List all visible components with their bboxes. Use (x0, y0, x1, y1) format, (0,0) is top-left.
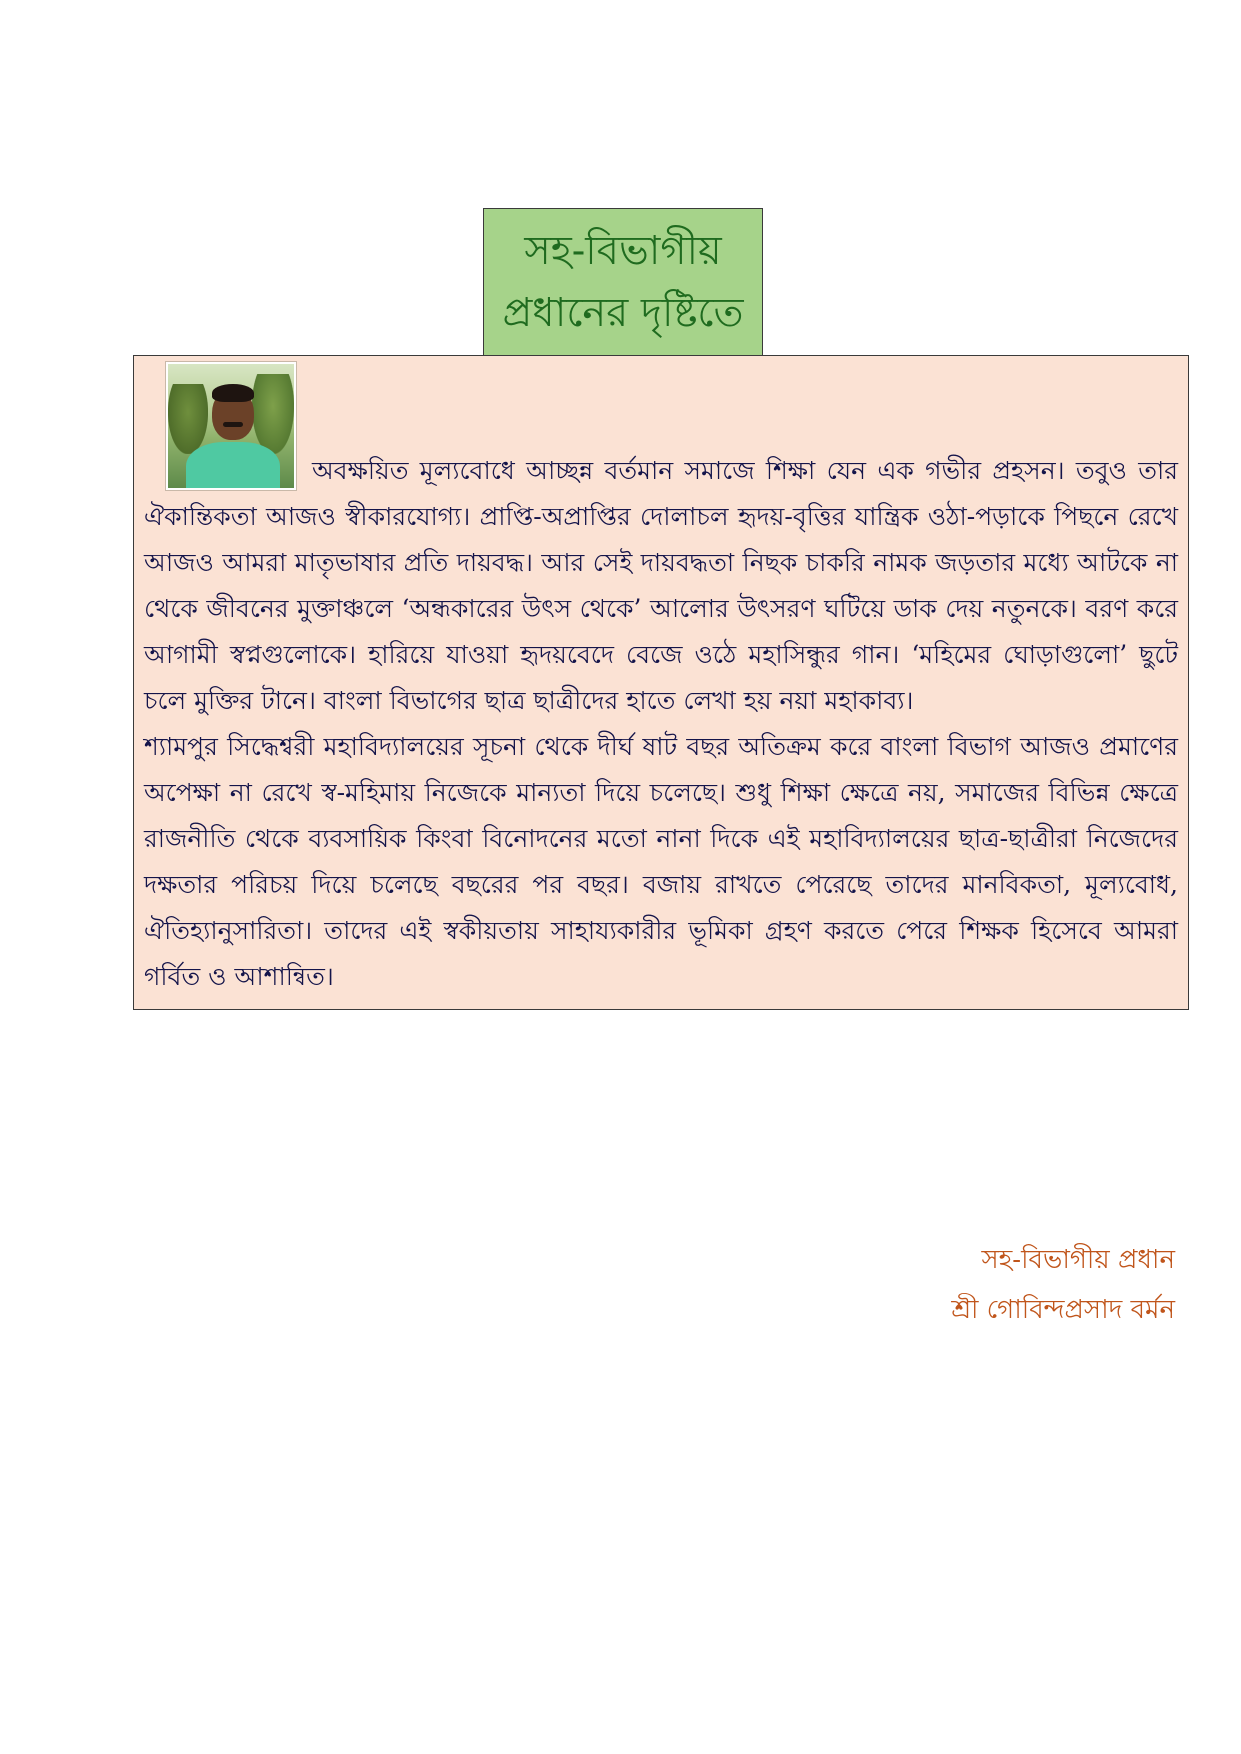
signature-designation: সহ-বিভাগীয় প্রধান (981, 1245, 1175, 1275)
paragraph-1: অবক্ষয়িত মূল্যবোধে আচ্ছন্ন বর্তমান সমাজে শিক্ষা যেন এক গভীর প্রহসন। তবুও তার ঐকান্তিকতা আজও স্বীকারযোগ্য। প্রাপ্তি-অপ্রাপ্তির দোলাচল হৃদয়-বৃত্তির যান্ত্রিক ওঠা-পড়াকে পিছনে রেখে আজও আমরা মাতৃভাষার প্রতি দায়বদ্ধ। আর সেই দায়বদ্ধতা নিছক চাকরি নামক জড়তার মধ্যে আটকে না থেকে জীবনের মুক্তাঞ্চলে ‘অন্ধকারের উৎস থেকে’ আলোর উৎসরণ ঘটিয়ে ডাক দেয় নতুনকে। বরণ করে আগামী স্বপ্নগুলোকে। হারিয়ে যাওয়া হৃদয়বেদে বেজে ওঠে মহাসিন্ধুর গান। ‘মহিমের ঘোড়াগুলো’ ছুটে চলে মুক্তির টানে। বাংলা বিভাগের ছাত্র ছাত্রীদের হাতে লেখা হয় নয়া মহাকাব্য। (144, 456, 1178, 715)
signature-name: শ্রী গোবিন্দপ্রসাদ বর্মন (951, 1295, 1175, 1325)
title-box (483, 208, 763, 356)
paragraph-1-wrapper (144, 360, 1178, 724)
photo-tree-left (168, 384, 208, 454)
title-line-1: সহ-বিভাগীয় (524, 228, 722, 274)
photo-hair (212, 384, 254, 402)
photo-mustache (223, 422, 243, 427)
title-line-2: প্রধানের দৃষ্টিতে (502, 290, 744, 336)
photo-shirt (186, 442, 280, 490)
photo-tree-right (252, 374, 294, 454)
signature-block (951, 1235, 1175, 1335)
portrait-photo (166, 362, 296, 490)
photo-side-space (144, 360, 1178, 448)
content-box (133, 355, 1189, 1010)
paragraph-2: শ্যামপুর সিদ্ধেশ্বরী মহাবিদ্যালয়ের সূচনা থেকে দীর্ঘ ষাট বছর অতিক্রম করে বাংলা বিভাগ আজও প্রমাণের অপেক্ষা না রেখে স্ব-মহিমায় নিজেকে মান্যতা দিয়ে চলেছে। শুধু শিক্ষা ক্ষেত্রে নয়, সমাজের বিভিন্ন ক্ষেত্রে রাজনীতি থেকে ব্যবসায়িক কিংবা বিনোদনের মতো নানা দিকে এই মহাবিদ্যালয়ের ছাত্র-ছাত্রীরা নিজেদের দক্ষতার পরিচয় দিয়ে চলেছে বছরের পর বছর। বজায় রাখতে পেরেছে তাদের মানবিকতা, মূল্যবোধ, ঐতিহ্যানুসারিতা। তাদের এই স্বকীয়তায় সাহায্যকারীর ভূমিকা গ্রহণ করতে পেরে শিক্ষক হিসেবে আমরা গর্বিত ও আশান্বিত। (144, 732, 1178, 991)
